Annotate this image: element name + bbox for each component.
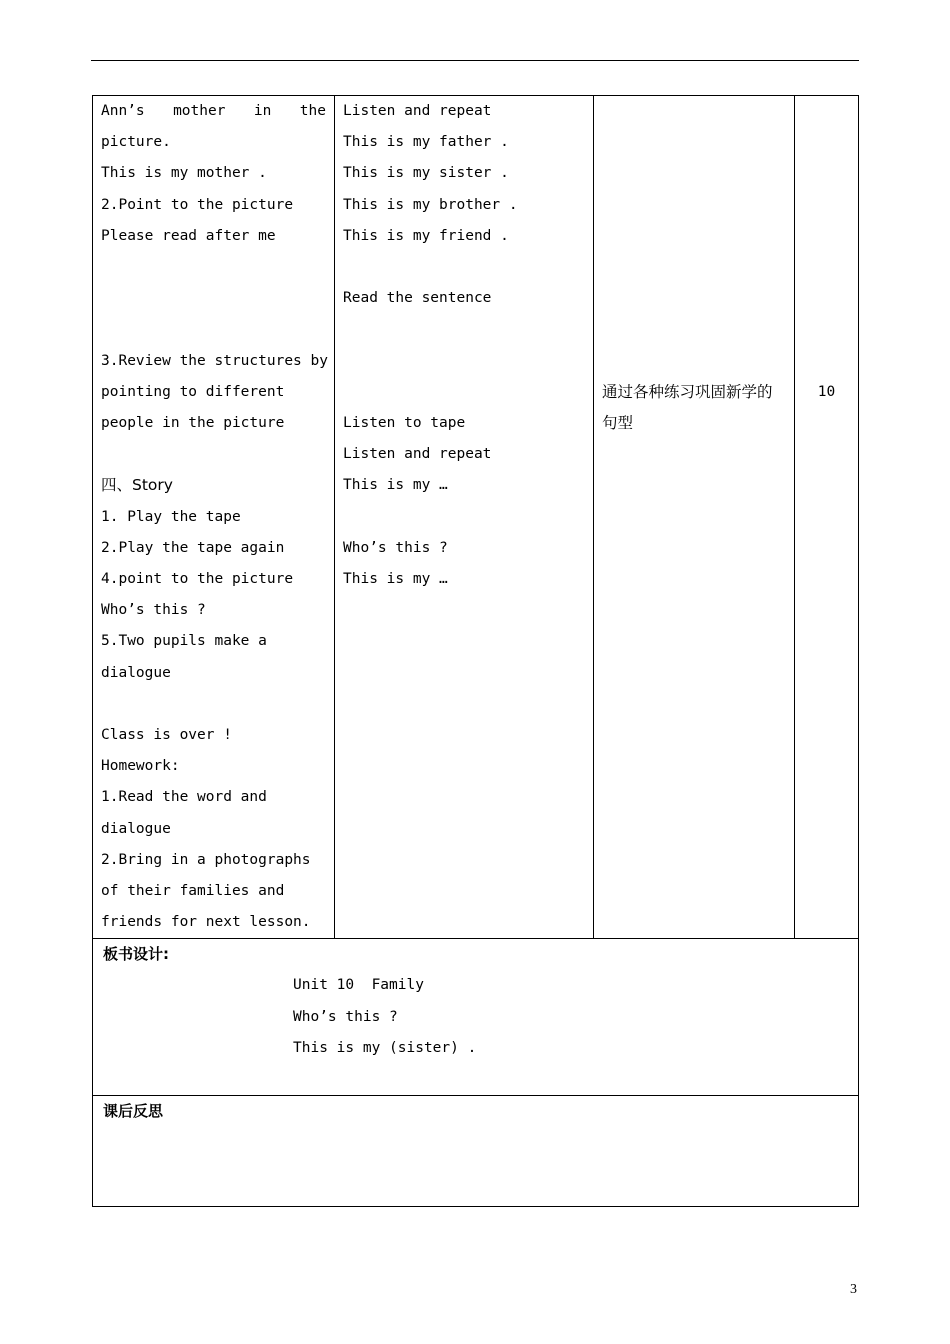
text-line: This is my …	[343, 477, 448, 494]
text-line: 四、Story	[101, 476, 173, 495]
blank-line	[343, 346, 585, 377]
text-line: This is my friend .	[343, 227, 509, 244]
text-line: This is my sister .	[343, 165, 509, 182]
text-line: Who’s this ?	[343, 539, 448, 556]
text-line: Listen to tape	[343, 414, 466, 431]
text-line: picture.	[101, 134, 171, 151]
page-number: 3	[850, 1282, 857, 1297]
justified-line	[101, 96, 326, 127]
board-line: Who’s this ?	[293, 1008, 398, 1025]
time-value: 10	[817, 384, 836, 400]
blank-line	[101, 252, 326, 283]
board-design-title: 板书设计:	[103, 945, 169, 964]
text-line: Homework:	[101, 758, 180, 775]
teacher-activity-text	[93, 96, 334, 938]
text-line: This is my mother .	[101, 165, 267, 182]
text-line: Read the sentence	[343, 290, 492, 307]
board-line: This is my (sister) .	[293, 1039, 477, 1056]
blank-line	[101, 314, 326, 345]
text-line: 2.Play the tape again	[101, 539, 285, 556]
text-line: of their families and	[101, 883, 285, 899]
text-line: This is my father .	[343, 134, 509, 151]
teacher-activity-cell	[93, 96, 335, 939]
activity-row	[93, 96, 859, 939]
design-purpose-cell	[594, 96, 795, 939]
board-design-lines	[93, 970, 858, 1064]
blank-line	[101, 283, 326, 314]
text-line: people in the picture	[101, 414, 285, 431]
student-activity-text	[335, 96, 593, 595]
board-design-cell	[93, 939, 859, 1096]
student-activity-cell	[335, 96, 594, 939]
text-line: 4.point to the picture	[101, 570, 294, 587]
text-line: Listen and repeat	[343, 103, 492, 119]
blank-line	[343, 377, 585, 408]
text-line: dialogue	[101, 664, 171, 681]
text-line: Listen and repeat	[343, 446, 492, 463]
design-purpose-text: 通过各种练习巩固新学的句型	[602, 383, 773, 433]
blank-line	[101, 439, 326, 470]
reflection-cell	[93, 1096, 859, 1207]
word: mother	[173, 103, 226, 119]
reflection-title: 课后反思	[103, 1102, 164, 1121]
header-rule	[91, 60, 859, 61]
board-line: Unit 10 Family	[293, 977, 424, 994]
text-line: 1. Play the tape	[101, 508, 241, 525]
blank-line	[343, 314, 585, 345]
word: the	[299, 103, 326, 119]
board-design-row	[93, 939, 859, 1096]
text-line: friends for next lesson.	[101, 914, 311, 931]
text-line: Please read after me	[101, 227, 276, 244]
text-line: Who’s this ?	[101, 602, 206, 619]
blank-line	[101, 689, 326, 720]
blank-line	[343, 502, 585, 533]
word: in	[253, 103, 272, 119]
reflection-row	[93, 1096, 859, 1207]
blank-line	[343, 252, 585, 283]
text-line: This is my brother .	[343, 196, 518, 213]
text-line: dialogue	[101, 820, 171, 837]
text-line: Class is over !	[101, 726, 232, 743]
lesson-plan-table	[92, 95, 859, 1207]
text-line: 3.Review the structures by	[101, 352, 328, 369]
text-line: 2.Bring in a photographs	[101, 851, 311, 868]
text-line: This is my …	[343, 570, 448, 587]
word: Ann’s	[101, 103, 145, 119]
text-line: 1.Read the word and	[101, 789, 267, 806]
text-line: 5.Two pupils make a	[101, 633, 267, 650]
text-line: 2.Point to the picture	[101, 196, 294, 213]
text-line: pointing to different	[101, 383, 285, 400]
time-cell	[795, 96, 859, 939]
